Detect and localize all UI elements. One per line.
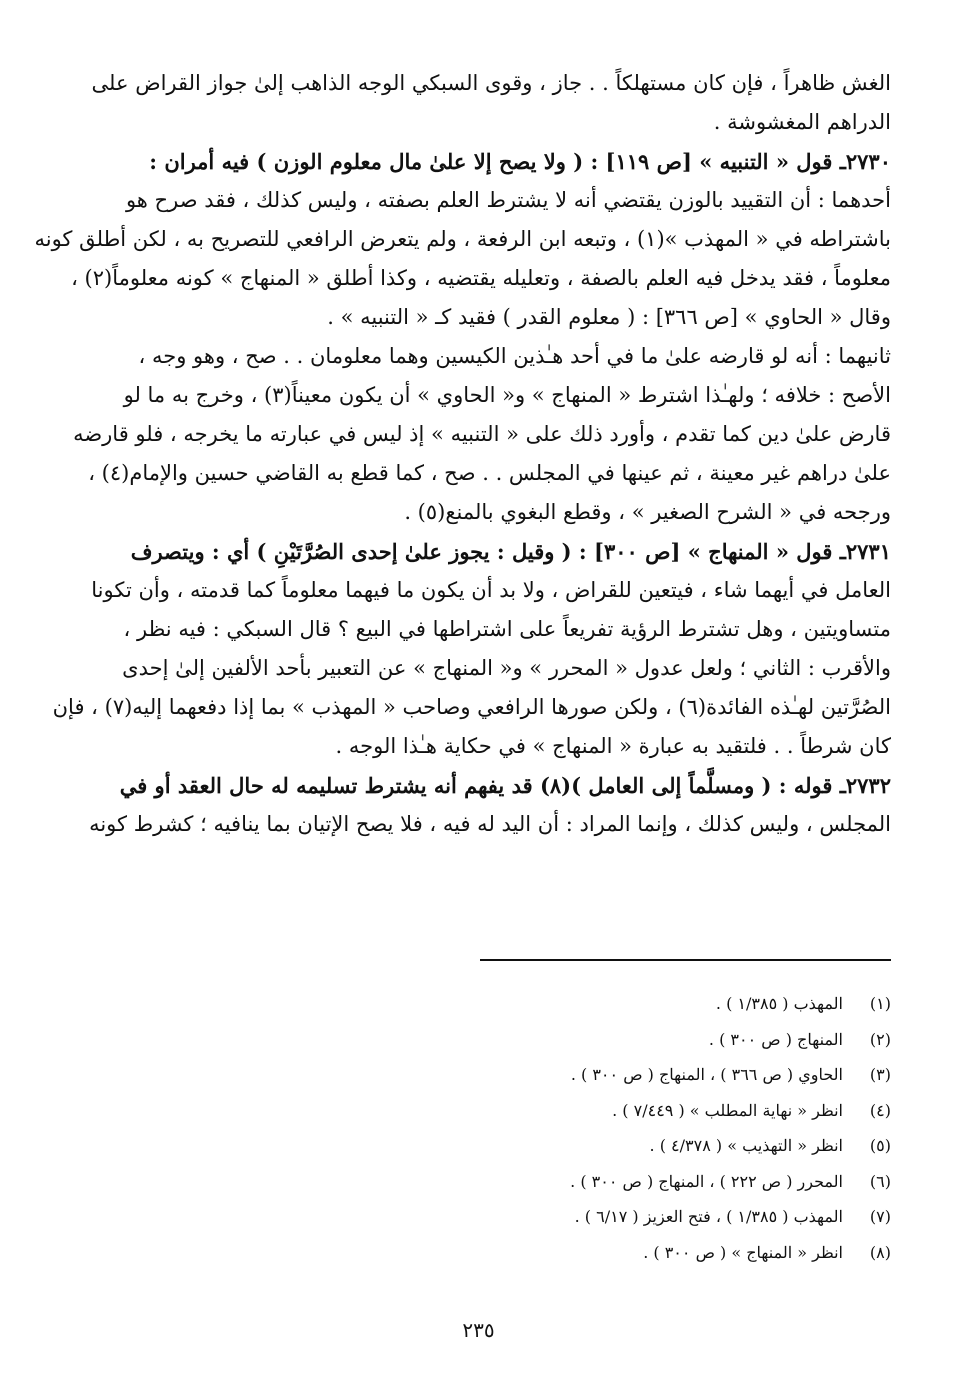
main-text bbox=[34, 64, 891, 844]
section-heading: ٢٧٣١ـ قول « المنهاج » [ص ٣٠٠] : ( وقيل : يجوز علىٰ إحدى الصُرَّتَيْنِ ) أي : ويتصرف bbox=[130, 539, 891, 564]
footnote-number: (٧) bbox=[869, 1207, 891, 1226]
footnote-number: (٨) bbox=[869, 1242, 891, 1262]
footnote-item bbox=[330, 986, 891, 1022]
text-line: الغش ظاهراً ، فإن كان مستهلكاً . . جاز ، وقوى السبكي الوجه الذاهب إلىٰ جواز القراض على bbox=[91, 71, 891, 95]
footnote-number: (٣) bbox=[869, 1065, 891, 1084]
footnote-text: انظر « نهاية المطلب » ( ٧/٤٤٩ ) . bbox=[612, 1100, 843, 1120]
text-line: قارض علىٰ دين كما تقدم ، وأورد ذلك على « التنبيه » إذ ليس في عبارته ما يخرجه ، فلو قارضه bbox=[73, 422, 891, 446]
footnote-item bbox=[330, 1164, 891, 1200]
footnote-item bbox=[330, 1093, 891, 1129]
footnote-item bbox=[330, 1057, 891, 1093]
footnote-item bbox=[330, 1235, 891, 1271]
footnote-text: المهذب ( ١/٣٨٥ ) . bbox=[715, 994, 843, 1013]
text-line: باشتراطه في « المهذب »(١) ، وتبعه ابن الرفعة ، ولم يتعرض الرافعي للتصريح به ، لكن أطلق كونه bbox=[34, 227, 891, 251]
text-line: أحدهما : أن التقييد بالوزن يقتضي أنه لا يشترط العلم بصفته ، وليس كذلك ، فقد صرح هو bbox=[125, 188, 891, 212]
footnote-text: المنهاج ( ص ٣٠٠ ) . bbox=[708, 1029, 843, 1049]
footnote-item bbox=[330, 1199, 891, 1235]
text-line: العامل في أيهما شاء ، فيتعين للقراض ، ولا بد أن يكون ما فيهما معلوماً كما قدمته ، وأن تكونا bbox=[91, 578, 891, 602]
text-line: معلوماً ، فقد يدخل فيه العلم بالصفة ، وتعليله يقتضيه ، وكذا أطلق « المنهاج » كونه معلوماً(٢) ، bbox=[71, 266, 891, 290]
footnote-text: المحرر ( ص ٢٢٢ ) ، المنهاج ( ص ٣٠٠ ) . bbox=[570, 1171, 843, 1191]
footnote-number: (١) bbox=[869, 994, 891, 1013]
text-line: متساويتين ، وهل تشترط الرؤية تفريعاً على اشتراطها في البيع ؟ قال السبكي : فيه نظر ، bbox=[123, 617, 891, 641]
footnote-item bbox=[330, 1128, 891, 1164]
text-line: والأقرب : الثاني ؛ ولعل عدول « المحرر » و« المنهاج » عن التعبير بأحد الألفين إلىٰ إحدى bbox=[122, 656, 891, 680]
text-line: وقال « الحاوي » [ص ٣٦٦] : ( معلوم القدر ) فقيد كـ « التنبيه » . bbox=[327, 305, 891, 329]
page-number: ٢٣٥ bbox=[462, 1318, 495, 1342]
section-heading: ٢٧٣٢ـ قوله : ( ومسلَّماً إلى العامل )(٨) قد يفهم أنه يشترط تسليمه له حال العقد أو في bbox=[119, 773, 891, 798]
footnote-divider bbox=[480, 959, 891, 961]
footnotes bbox=[330, 986, 891, 1270]
footnote-text: الحاوي ( ص ٣٦٦ ) ، المنهاج ( ص ٣٠٠ ) . bbox=[570, 1065, 843, 1084]
text-line: ورجحه في « الشرح الصغير » ، وقطع البغوي بالمنع(٥) . bbox=[404, 500, 891, 524]
footnote-number: (٤) bbox=[869, 1100, 891, 1120]
footnote-text: انظر « التهذيب » ( ٤/٣٧٨ ) . bbox=[649, 1136, 843, 1155]
footnote-number: (٢) bbox=[869, 1029, 891, 1049]
text-line: الصُرَّتين لهـٰذه الفائدة(٦) ، ولكن صورها الرافعي وصاحب « المهذب » بما إذا دفعهما إليه(٧) ، فإن bbox=[52, 695, 891, 719]
footnote-text: المهذب ( ١/٣٨٥ ) ، فتح العزيز ( ٦/١٧ ) . bbox=[574, 1207, 843, 1226]
footnote-item bbox=[330, 1022, 891, 1058]
footnote-text: انظر « المنهاج » ( ص ٣٠٠ ) . bbox=[643, 1242, 843, 1262]
text-line: الدراهم المغشوشة . bbox=[713, 110, 891, 134]
text-line: ثانيهما : أنه لو قارضه علىٰ ما في أحد هـٰذين الكيسين وهما معلومان . . صح ، وهو وجه ، bbox=[138, 344, 891, 368]
text-line: علىٰ دراهم غير معينة ، ثم عينها في المجلس . . صح ، كما قطع به القاضي حسين والإمام(٤) ، bbox=[88, 461, 891, 485]
text-line: الأصح : خلافه ؛ ولهـٰذا اشترط « المنهاج » و« الحاوي » أن يكون معيناً(٣) ، وخرج به ما لو bbox=[123, 383, 891, 407]
footnote-number: (٥) bbox=[869, 1136, 891, 1155]
footnote-number: (٦) bbox=[869, 1171, 891, 1191]
section-heading: ٢٧٣٠ـ قول « التنبيه » [ص ١١٩] : ( ولا يصح إلا علىٰ مال معلوم الوزن ) فيه أمران : bbox=[149, 149, 891, 174]
text-line: كان شرطاً . . فلتقيد به عبارة « المنهاج » في حكاية هـٰذا الوجه . bbox=[335, 734, 891, 758]
text-line: المجلس ، وليس كذلك ، وإنما المراد : أن اليد له فيه ، فلا يصح الإتيان بما ينافيه ؛ كشرط كونه bbox=[89, 812, 891, 836]
